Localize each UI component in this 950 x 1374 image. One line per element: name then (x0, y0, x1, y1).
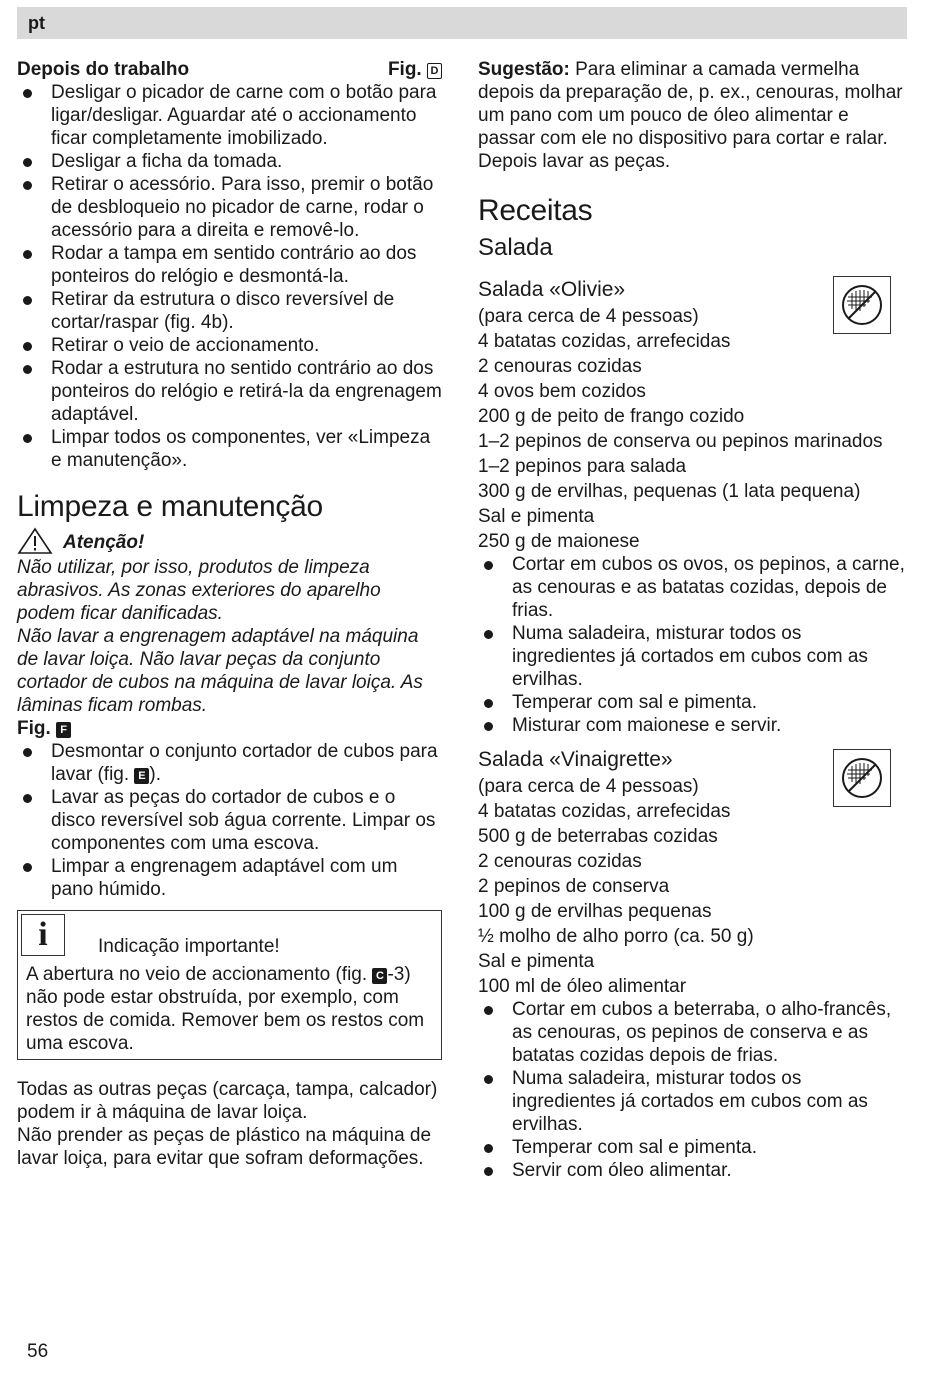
list-item: Cortar em cubos a beterraba, o alho-francês, as cenouras, os pepinos de conserva e as batatas cozidas depois de frias. (478, 998, 908, 1067)
list-item: Limpar todos os componentes, ver «Limpeza e manutenção». (17, 426, 442, 472)
fig-f-box: F (56, 722, 71, 738)
fig-e-box: E (134, 768, 149, 784)
after-work-list (17, 81, 442, 472)
fig-c-box: C (372, 968, 387, 984)
list-item: Desligar a ficha da tomada. (17, 150, 442, 173)
important-note-title: Indicação importante! (98, 936, 280, 957)
ingredient-line: 1–2 pepinos para salada (478, 456, 687, 477)
after-work-title: Depois do trabalho (17, 59, 190, 80)
ingredient-line: ½ molho de alho porro (ca. 50 g) (478, 926, 754, 947)
warning-text-2: Não lavar a engrenagem adaptável na máquina de lavar loiça. Não lavar peças da conjunto cortador de cubos na máquina de lavar loiça. As lâminas ficam rombas. (17, 626, 423, 716)
ingredient-line: 100 g de ervilhas pequenas (478, 901, 712, 922)
olivie-title: Salada «Olivie» (478, 278, 626, 301)
vinaigrette-recipe (478, 747, 908, 1182)
ingredient-line: 200 g de peito de frango cozido (478, 406, 745, 427)
list-item: Temperar com sal e pimenta. (478, 691, 908, 714)
after-work-header (17, 58, 442, 81)
list-item: Numa saladeira, misturar todos os ingredientes já cortados em cubos com as ervilhas. (478, 622, 908, 691)
ingredient-line: (para cerca de 4 pessoas) (478, 306, 699, 327)
list-item: Retirar o veio de accionamento. (17, 334, 442, 357)
no-dishwasher-icon (833, 276, 891, 334)
ingredient-line: Sal e pimenta (478, 506, 595, 527)
ingredient-line: 300 g de ervilhas, pequenas (1 lata pequena) (478, 481, 861, 502)
ingredient-line: 100 ml de óleo alimentar (478, 976, 687, 997)
warning-triangle-icon (17, 527, 53, 555)
list-item: Rodar a estrutura no sentido contrário ao dos ponteiros do relógio e retirá-la da engrenagem adaptável. (17, 357, 442, 426)
cleaning-list (17, 740, 442, 901)
language-label: pt (28, 13, 45, 33)
tip-label: Sugestão: (478, 59, 570, 80)
ingredient-line: (para cerca de 4 pessoas) (478, 776, 699, 797)
page-number: 56 (27, 1341, 49, 1362)
list-item: Servir com óleo alimentar. (478, 1159, 908, 1182)
list-item: Limpar a engrenagem adaptável com um pano húmido. (17, 855, 442, 901)
info-icon: i (21, 914, 65, 956)
list-item: Lavar as peças do cortador de cubos e o disco reversível sob água corrente. Limpar os componentes com uma escova. (17, 786, 442, 855)
plastic-paragraph: Não prender as peças de plástico na máquina de lavar loiça, para evitar que sofram deformações. (17, 1125, 432, 1169)
olivie-recipe (478, 277, 908, 737)
olivie-steps (478, 553, 908, 737)
olivie-ingredients (478, 305, 908, 553)
list-item: Rodar a tampa em sentido contrário ao dos ponteiros do relógio e desmontá-la. (17, 242, 442, 288)
cleaning-fig-ref: Fig. F (17, 717, 442, 740)
ingredient-line: 4 batatas cozidas, arrefecidas (478, 801, 731, 822)
ingredient-line: 2 cenouras cozidas (478, 356, 642, 377)
ingredient-line: 4 ovos bem cozidos (478, 381, 646, 402)
no-dishwasher-icon (833, 749, 891, 807)
list-item: Temperar com sal e pimenta. (478, 1136, 908, 1159)
important-note-box (17, 910, 442, 1060)
dishwasher-paragraph: Todas as outras peças (carcaça, tampa, calcador) podem ir à máquina de lavar loiça. (17, 1079, 438, 1123)
vinaigrette-steps (478, 998, 908, 1182)
cleaning-title: Limpeza e manutenção (17, 490, 323, 523)
right-column (478, 58, 908, 1182)
recipes-title: Receitas (478, 194, 593, 227)
ingredient-line: 4 batatas cozidas, arrefecidas (478, 331, 731, 352)
ingredient-line: 2 cenouras cozidas (478, 851, 642, 872)
ingredient-line: 2 pepinos de conserva (478, 876, 670, 897)
list-item: Numa saladeira, misturar todos os ingredientes já cortados em cubos com as ervilhas. (478, 1067, 908, 1136)
ingredient-line: 500 g de beterrabas cozidas (478, 826, 718, 847)
important-note-text: A abertura no veio de accionamento (fig. C -3) não pode estar obstruída, por exemplo, com restos de comida. Remover bem os restos com uma escova. (26, 964, 425, 1054)
list-item: Desligar o picador de carne com o botão para ligar/desligar. Aguardar até o accionamento ficar completamente imobilizado. (17, 81, 442, 150)
tip-paragraph: Sugestão: Para eliminar a camada vermelha depois da preparação de, p. ex., cenouras, molhar um pano com um pouco de óleo alimentar e passar com ele no dispositivo para cortar e ralar. Depois lavar as peças. (478, 59, 903, 172)
warning-heading (17, 531, 442, 556)
vinaigrette-title: Salada «Vinaigrette» (478, 748, 673, 771)
ingredient-line: 250 g de maionese (478, 531, 640, 552)
salad-title: Salada (478, 234, 553, 261)
fig-d-box: D (427, 63, 442, 79)
warning-title: Atenção! (63, 532, 145, 553)
warning-text-1: Não utilizar, por isso, produtos de limpeza abrasivos. As zonas exteriores do aparelho podem ficar danificadas. (17, 557, 381, 624)
language-bar (17, 7, 907, 39)
list-item: Misturar com maionese e servir. (478, 714, 908, 737)
vinaigrette-ingredients (478, 775, 908, 998)
list-item: Retirar da estrutura o disco reversível de cortar/raspar (fig. 4b). (17, 288, 442, 334)
ingredient-line: Sal e pimenta (478, 951, 595, 972)
ingredient-line: 1–2 pepinos de conserva ou pepinos marinados (478, 431, 883, 452)
list-item: Cortar em cubos os ovos, os pepinos, a carne, as cenouras e as batatas cozidas, depois de frias. (478, 553, 908, 622)
after-work-fig-ref: Fig. D (388, 58, 442, 81)
list-item: Desmontar o conjunto cortador de cubos para lavar (fig. E ). (17, 740, 442, 786)
list-item: Retirar o acessório. Para isso, premir o botão de desbloqueio no picador de carne, rodar o acessório para a direita e removê-lo. (17, 173, 442, 242)
left-column (17, 58, 442, 1170)
